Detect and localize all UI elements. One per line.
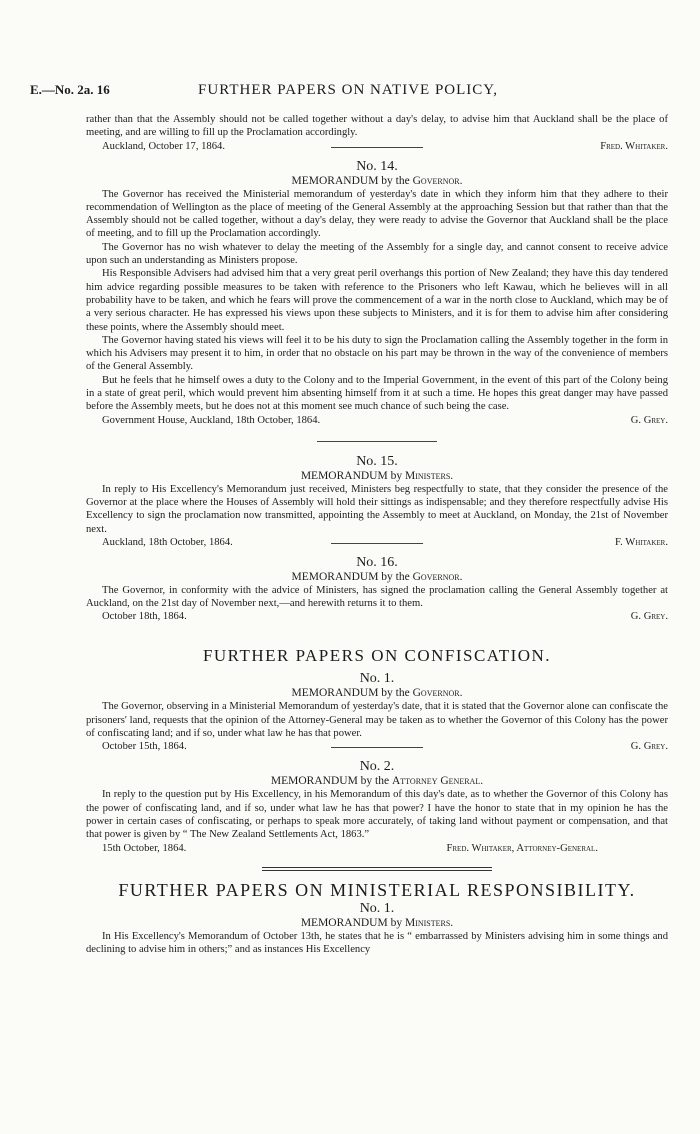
paragraph: The Governor has received the Ministerial memorandum of yesterday's date in which they inform him that they adhere to their recommendation of Wellington as the place of meeting of the General Assembly at the approaching Session but that rather than that the Assembly should not be called together, without a day's delay, they were ready to advise the Governor that Auckland shall be the place of meeting, and to fill up the Proclamation accordingly. [86, 188, 668, 240]
memo-author: Attorney General. [391, 775, 484, 788]
signer: F. Whitaker. [615, 536, 668, 548]
signature-line [86, 610, 668, 623]
memo-heading [86, 775, 668, 788]
paragraph: The Governor, observing in a Ministerial Memorandum of yesterday's date, that it is stated that the Governor alone can confiscate the prisoners' land, requests that the opinion of the Attorney-General may be taken as to whether the Governor of this Colony has the power of confiscating land; and if so, under what law he has that power. [86, 701, 668, 740]
place-date: October 15th, 1864. [102, 741, 187, 753]
memo-author: Governor. [412, 687, 463, 700]
short-rule [331, 147, 423, 148]
signature-line [86, 740, 668, 753]
memo-label: MEMORANDUM by [300, 916, 403, 929]
memo-label: MEMORANDUM by the [291, 174, 410, 187]
memo-author: Governor. [412, 174, 463, 187]
signature-line [86, 536, 668, 549]
paragraph: The Governor has no wish whatever to delay the meeting of the Assembly for a single day, and cannot consent to receive advice upon such an understanding as Ministers propose. [86, 241, 668, 267]
section-rule [317, 441, 437, 442]
paragraph: In His Excellency's Memorandum of October 13th, he states that he is “ embarrassed by Ministers advising him in some things and declining to advise him in others;” and as instances His Excellency [86, 930, 668, 955]
page-reference: E.—No. 2a. 16 [30, 82, 110, 97]
memo-label: MEMORANDUM by the [270, 775, 390, 788]
signer: Fred. Whitaker. [600, 140, 668, 152]
section-title: FURTHER PAPERS ON CONFISCATION. [202, 646, 552, 666]
place-date: Auckland, 18th October, 1864. [102, 536, 233, 548]
memo-number: No. 14. [356, 158, 398, 174]
signature-line [86, 842, 668, 855]
memo-label: MEMORANDUM by the [291, 687, 410, 700]
intro-paragraph: rather than that the Assembly should not be called together without a day's delay, to advise him that Auckland shall be the place of meeting, and are willing to fill up the Proclamation accordingly. [86, 114, 668, 139]
place-date: Auckland, October 17, 1864. [102, 140, 225, 152]
page-header [30, 82, 666, 104]
paragraph: His Responsible Advisers had advised him that a very great peril overhangs this portion of New Zealand; they have this day tendered him advice regarding possible measures to be taken with reference to the Prisoners who left Kawau, which he believes will in all probability have to be taken, and which he fears will prove the commencement of a war in the north close to Auckland, which may be of a very serious character. He has expressed his views upon these subjects to Ministers, and it is for them to advise him after considering these points, where the Assembly should meet. [86, 268, 668, 333]
memo-number: No. 1. [359, 900, 395, 916]
section-title: FURTHER PAPERS ON MINISTERIAL RESPONSIBILITY. [118, 879, 636, 900]
short-rule [331, 543, 423, 544]
memo-label: MEMORANDUM by [300, 469, 403, 482]
memo-heading [86, 687, 668, 700]
paragraph: The Governor, in conformity with the advice of Ministers, has signed the proclamation calling the General Assembly together at Auckland, on the 21st day of November next,—and herewith returns it to them. [86, 584, 668, 610]
signer: Fred. Whitaker, Attorney-General. [446, 842, 598, 854]
short-rule [331, 747, 423, 748]
memo-heading [86, 470, 668, 483]
memo-heading [86, 571, 668, 584]
memo-number: No. 15. [356, 453, 398, 469]
place-date: Government House, Auckland, 18th October, 1864. [102, 414, 321, 426]
memo-heading [86, 175, 668, 188]
place-date: 15th October, 1864. [102, 842, 187, 854]
memo-author: Ministers. [404, 469, 454, 482]
paragraph: But he feels that he himself owes a duty to the Colony and to the Imperial Government, in the event of this part of the Colony being in a state of great peril, which would prevent him absenting himself from it at such a time. He hopes this great danger may have passed before the Assembly meets, but he does not at this moment see much chance of such being the case. [86, 374, 668, 413]
memo-author: Governor. [412, 570, 463, 583]
signer: G. Grey. [630, 414, 668, 426]
paragraph: In reply to the question put by His Excellency, in his Memorandum of this day's date, as to whether the Governor of this Colony has the power of confiscating land, and if so, under what law he has that power? I have the honor to state that in my opinion he has the power in certain cases of confiscating, or perhaps to speak more accurately, of taking land without payment or compensation, and that that power is given by “ The New Zealand Settlements Act, 1863.” [86, 789, 668, 841]
page-running-title: FURTHER PAPERS ON NATIVE POLICY, [198, 82, 498, 98]
signature-line [86, 140, 668, 153]
signer: G. Grey. [630, 611, 668, 623]
page-body [86, 113, 668, 956]
memo-number: No. 1. [359, 671, 395, 687]
memo-number: No. 16. [356, 554, 398, 570]
signer: G. Grey. [630, 741, 668, 753]
memo-label: MEMORANDUM by the [291, 570, 410, 583]
paragraph: In reply to His Excellency's Memorandum just received, Ministers beg respectfully to state, that they consider the presence of the Governor at the place where the Houses of Assembly will hold their sittings as indispensable; and they therefore respectfully advise His Excellency to sign the proclamation now transmitted, appointing the Assembly to meet at Auckland, on Monday, the 21st of November next. [86, 483, 668, 535]
signature-line [86, 414, 668, 427]
memo-author: Ministers. [404, 916, 454, 929]
memo-number: No. 2. [359, 759, 395, 775]
paragraph: The Governor having stated his views will feel it to be his duty to sign the Proclamation calling the Assembly together in the form in which his Advisers may present it to him, in order that no obstacle on his part may be thrown in the way of the convenience of members of the General Assembly. [86, 334, 668, 373]
double-rule [262, 867, 492, 871]
memo-heading [86, 917, 668, 930]
place-date: October 18th, 1864. [102, 611, 187, 623]
